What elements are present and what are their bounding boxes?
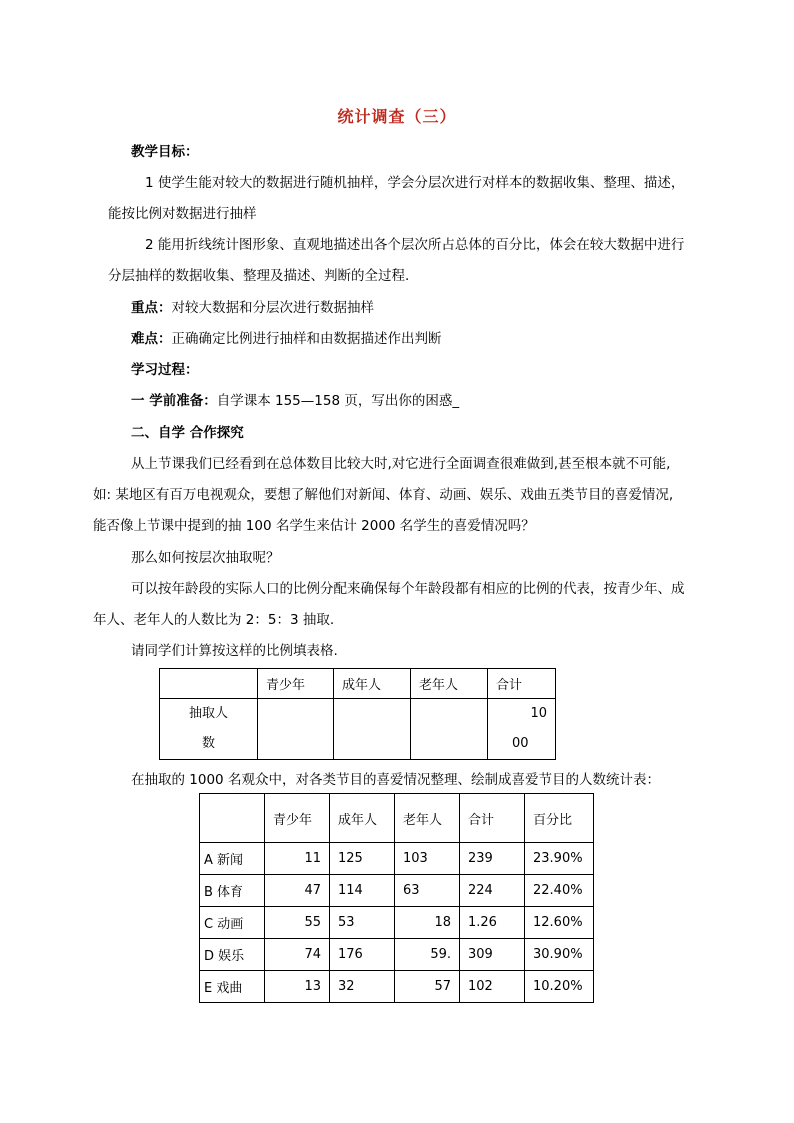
adult-cell: 32 <box>330 971 395 1003</box>
adult-cell: 53 <box>330 907 395 939</box>
row-label-line2: 数 <box>202 736 216 751</box>
elder-count-cell[interactable] <box>411 699 488 760</box>
table-header-cell: 青少年 <box>265 794 330 843</box>
row-label-cell <box>160 699 258 760</box>
para3-line2: 年人、老年人的人数比为 2：5：3 抽取. <box>93 612 335 628</box>
table2-intro: 在抽取的 1000 名观众中，对各类节目的喜爱情况整理、绘制成喜爱节目的人数统计表： <box>131 772 660 788</box>
process-heading: 学习过程： <box>131 362 199 378</box>
total-cell: 224 <box>460 875 525 907</box>
program-label: A 新闻 <box>200 843 265 875</box>
table-row <box>200 939 594 971</box>
table-header-cell <box>160 669 258 699</box>
goal2-line2: 分层抽样的数据收集、整理及描述、判断的全过程. <box>108 268 410 284</box>
youth-cell: 47 <box>265 875 330 907</box>
percent-cell: 12.60% <box>525 907 594 939</box>
table-header-cell: 成年人 <box>334 669 411 699</box>
page-title: 统计调查（三） <box>337 107 457 126</box>
program-label: B 体育 <box>200 875 265 907</box>
table-header-cell <box>200 794 265 843</box>
difficulty-point <box>131 330 442 348</box>
youth-cell: 13 <box>265 971 330 1003</box>
table-header-cell: 青少年 <box>258 669 334 699</box>
table-header-cell: 老年人 <box>411 669 488 699</box>
table-header-cell: 合计 <box>460 794 525 843</box>
row-label-line1: 抽取人 <box>188 706 228 721</box>
total-line2: 00 <box>512 736 529 751</box>
table-row <box>200 875 594 907</box>
table-header-cell: 成年人 <box>330 794 395 843</box>
goal2-line1: 2 能用折线统计图形象、直观地描述出各个层次所占总体的百分比，体会在较大数据中进行 <box>145 237 685 253</box>
prep-label: 一 学前准备： <box>131 393 217 409</box>
adult-cell: 114 <box>330 875 395 907</box>
elder-cell: 63 <box>395 875 460 907</box>
para4: 请同学们计算按这样的比例填表格. <box>131 643 338 659</box>
total-cell: 102 <box>460 971 525 1003</box>
elder-cell: 103 <box>395 843 460 875</box>
youth-cell: 55 <box>265 907 330 939</box>
difficulty-label: 难点： <box>131 331 172 347</box>
total-cell: 309 <box>460 939 525 971</box>
para3-line1: 可以按年龄段的实际人口的比例分配来确保每个年龄段都有相应的比例的代表，按青少年、成 <box>131 581 685 597</box>
section2-heading: 二、自学 合作探究 <box>131 425 244 441</box>
para1-line3: 能否像上节课中提到的抽 100 名学生来估计 2000 名学生的喜爱情况吗？ <box>93 518 535 534</box>
adult-count-cell[interactable] <box>334 699 411 760</box>
table-row <box>200 971 594 1003</box>
para1-line2: 如: 某地区有百万电视观众，要想了解他们对新闻、体育、动画、娱乐、戏曲五类节目的喜爱情况, <box>93 487 674 503</box>
elder-cell: 18 <box>395 907 460 939</box>
program-label: D 娱乐 <box>200 939 265 971</box>
percent-cell: 30.90% <box>525 939 594 971</box>
table-row <box>160 699 556 760</box>
adult-cell: 125 <box>330 843 395 875</box>
table-row <box>200 843 594 875</box>
prep <box>131 392 459 410</box>
percent-cell: 23.90% <box>525 843 594 875</box>
para1-line1: 从上节课我们已经看到在总体数目比较大时,对它进行全面调查很难做到,甚至根本就不可能, <box>131 456 671 472</box>
table-header-row <box>200 794 594 843</box>
key-label: 重点： <box>131 300 172 316</box>
sampling-table <box>159 668 556 760</box>
elder-cell: 59. <box>395 939 460 971</box>
adult-cell: 176 <box>330 939 395 971</box>
elder-cell: 57 <box>395 971 460 1003</box>
goal1-line2: 能按比例对数据进行抽样 <box>108 206 257 222</box>
prep-text: 自学课本 155—158 页，写出你的困惑_ <box>216 393 460 409</box>
goals-heading: 教学目标： <box>131 144 199 160</box>
program-preference-table <box>199 793 594 1003</box>
difficulty-text: 正确确定比例进行抽样和由数据描述作出判断 <box>171 331 442 347</box>
percent-cell: 10.20% <box>525 971 594 1003</box>
table-header-cell: 合计 <box>488 669 556 699</box>
total-cell: 239 <box>460 843 525 875</box>
youth-cell: 74 <box>265 939 330 971</box>
goal1-line1: 1 使学生能对较大的数据进行随机抽样，学会分层次进行对样本的数据收集、整理、描述， <box>145 175 685 191</box>
table-row <box>200 907 594 939</box>
total-cell: 1.26 <box>460 907 525 939</box>
table-header-row <box>160 669 556 699</box>
key-point <box>131 299 374 317</box>
total-line1: 10 <box>530 706 547 721</box>
program-label: C 动画 <box>200 907 265 939</box>
para2: 那么如何按层次抽取呢？ <box>131 550 280 566</box>
youth-count-cell[interactable] <box>258 699 334 760</box>
key-text: 对较大数据和分层次进行数据抽样 <box>171 300 374 316</box>
youth-cell: 11 <box>265 843 330 875</box>
total-cell <box>488 699 556 760</box>
program-label: E 戏曲 <box>200 971 265 1003</box>
table-header-cell: 老年人 <box>395 794 460 843</box>
table-header-cell: 百分比 <box>525 794 594 843</box>
percent-cell: 22.40% <box>525 875 594 907</box>
